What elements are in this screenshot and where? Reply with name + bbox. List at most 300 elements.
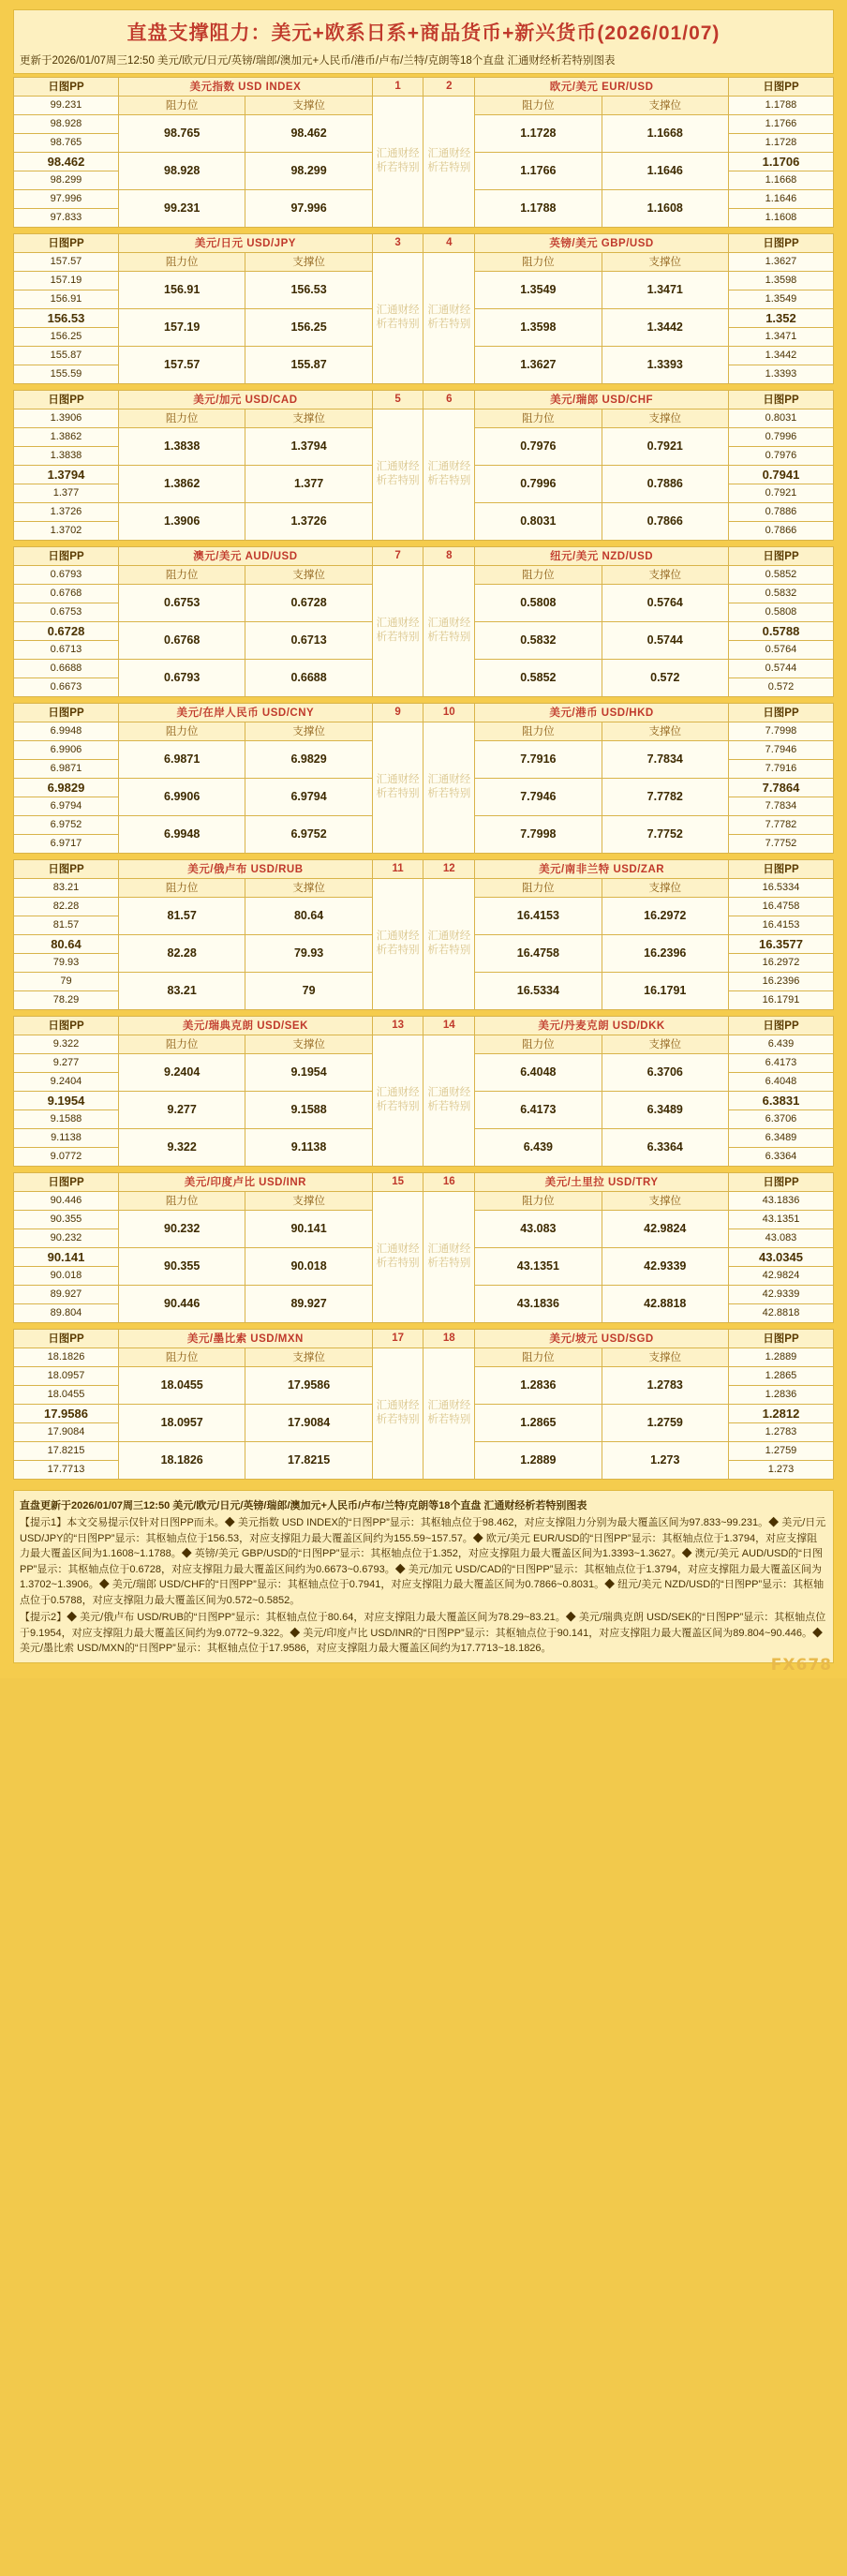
levels-table (13, 1329, 834, 1480)
level-left-3: 17.9586 (14, 1404, 119, 1422)
block-index-left: 5 (372, 390, 424, 409)
level-right-2: 7.7916 (728, 759, 833, 778)
level-right-5: 16.2396 (728, 972, 833, 990)
watermark-left: 汇通财经 析若特别 (372, 409, 424, 540)
support-label-left: 支撑位 (245, 878, 372, 897)
table-header-row (14, 546, 834, 565)
pair-title-right: 美元/坡元 USD/SGD (475, 1329, 729, 1348)
support-value-left-2: 6.9752 (245, 815, 372, 853)
support-value-right-2: 7.7752 (602, 815, 728, 853)
resistance-value-right-2: 1.2889 (475, 1441, 602, 1479)
level-right-1: 0.7996 (728, 427, 833, 446)
level-right-4: 7.7834 (728, 797, 833, 815)
support-label-right: 支撑位 (602, 409, 728, 427)
table-header-row (14, 859, 834, 878)
watermark-right: 汇通财经 析若特别 (424, 878, 475, 1009)
level-right-5: 7.7782 (728, 815, 833, 834)
watermark-right: 汇通财经 析若特别 (424, 409, 475, 540)
table-header-row (14, 77, 834, 96)
resistance-value-right-1: 1.2865 (475, 1404, 602, 1441)
block-index-right: 2 (424, 77, 475, 96)
level-right-6: 0.7866 (728, 521, 833, 540)
support-value-left-2: 89.927 (245, 1285, 372, 1322)
level-right-4: 16.2972 (728, 953, 833, 972)
resistance-value-right-0: 0.7976 (475, 427, 602, 465)
support-value-left-1: 9.1588 (245, 1091, 372, 1128)
level-right-0: 43.1836 (728, 1191, 833, 1210)
table-header-row (14, 703, 834, 722)
pair-block (13, 77, 834, 233)
support-value-left-1: 90.018 (245, 1247, 372, 1285)
resistance-label-right: 阻力位 (475, 1035, 602, 1053)
level-left-1: 82.28 (14, 897, 119, 916)
levels-table (13, 233, 834, 384)
page-subtitle: 更新于2026/01/07周三12:50 美元/欧元/日元/英镑/瑞郎/澳加元+人民币/港币/卢布/兰特/克朗等18个直盘 汇通财经析若特别图表 (14, 52, 833, 73)
support-value-left-2: 9.1138 (245, 1128, 372, 1166)
level-right-3: 43.0345 (728, 1247, 833, 1266)
pair-title-right: 美元/南非兰特 USD/ZAR (475, 859, 729, 878)
resistance-value-left-0: 81.57 (118, 897, 245, 934)
table-subheader-row (14, 96, 834, 114)
level-right-1: 7.7946 (728, 740, 833, 759)
level-left-1: 6.9906 (14, 740, 119, 759)
level-right-2: 0.7976 (728, 446, 833, 465)
level-left-3: 6.9829 (14, 778, 119, 797)
level-right-1: 16.4758 (728, 897, 833, 916)
watermark-right: 汇通财经 析若特别 (424, 1191, 475, 1322)
table-subheader-row (14, 1035, 834, 1053)
level-left-1: 18.0957 (14, 1366, 119, 1385)
support-value-left-2: 97.996 (245, 189, 372, 227)
support-value-left-1: 6.9794 (245, 778, 372, 815)
level-right-4: 0.7921 (728, 484, 833, 502)
level-left-5: 1.3726 (14, 502, 119, 521)
pp-label-right: 日图PP (728, 390, 833, 409)
level-left-1: 98.928 (14, 114, 119, 133)
level-left-1: 9.277 (14, 1053, 119, 1072)
watermark-left: 汇通财经 析若特别 (372, 722, 424, 853)
level-left-3: 9.1954 (14, 1091, 119, 1109)
pair-title-right: 纽元/美元 NZD/USD (475, 546, 729, 565)
table-header-row (14, 390, 834, 409)
support-value-left-0: 98.462 (245, 114, 372, 152)
watermark-right: 汇通财经 析若特别 (424, 96, 475, 227)
level-right-3: 7.7864 (728, 778, 833, 797)
level-right-2: 16.4153 (728, 916, 833, 934)
level-left-2: 1.3838 (14, 446, 119, 465)
block-index-right: 4 (424, 233, 475, 252)
levels-table (13, 859, 834, 1010)
level-left-6: 6.9717 (14, 834, 119, 853)
support-value-left-0: 6.9829 (245, 740, 372, 778)
pair-block (13, 233, 834, 390)
level-left-0: 90.446 (14, 1191, 119, 1210)
resistance-value-right-1: 16.4758 (475, 934, 602, 972)
resistance-label-right: 阻力位 (475, 565, 602, 584)
support-value-left-2: 1.3726 (245, 502, 372, 540)
block-index-right: 18 (424, 1329, 475, 1348)
level-left-4: 98.299 (14, 171, 119, 189)
pair-block (13, 859, 834, 1016)
pair-title-left: 美元/在岸人民币 USD/CNY (118, 703, 372, 722)
level-left-3: 156.53 (14, 308, 119, 327)
support-value-left-0: 9.1954 (245, 1053, 372, 1091)
support-value-right-0: 7.7834 (602, 740, 728, 778)
support-label-left: 支撑位 (245, 1035, 372, 1053)
table-header-row (14, 1172, 834, 1191)
resistance-value-left-1: 6.9906 (118, 778, 245, 815)
support-label-left: 支撑位 (245, 1191, 372, 1210)
pair-title-left: 美元指数 USD INDEX (118, 77, 372, 96)
level-left-4: 0.6713 (14, 640, 119, 659)
resistance-value-left-1: 157.19 (118, 308, 245, 346)
table-subheader-row (14, 409, 834, 427)
support-value-right-0: 16.2972 (602, 897, 728, 934)
resistance-value-left-0: 90.232 (118, 1210, 245, 1247)
pair-title-right: 欧元/美元 EUR/USD (475, 77, 729, 96)
level-right-0: 1.2889 (728, 1348, 833, 1366)
block-index-right: 16 (424, 1172, 475, 1191)
level-right-3: 1.2812 (728, 1404, 833, 1422)
level-right-2: 1.1728 (728, 133, 833, 152)
top-border (13, 0, 834, 9)
level-left-1: 0.6768 (14, 584, 119, 603)
pp-label-left: 日图PP (14, 77, 119, 96)
watermark-right: 汇通财经 析若特别 (424, 565, 475, 696)
level-right-4: 6.3706 (728, 1109, 833, 1128)
support-value-right-1: 0.7886 (602, 465, 728, 502)
pair-title-left: 美元/墨比索 USD/MXN (118, 1329, 372, 1348)
pp-label-right: 日图PP (728, 859, 833, 878)
level-left-2: 81.57 (14, 916, 119, 934)
pair-title-left: 美元/印度卢比 USD/INR (118, 1172, 372, 1191)
resistance-value-right-1: 6.4173 (475, 1091, 602, 1128)
level-right-6: 1.3393 (728, 365, 833, 383)
block-index-left: 9 (372, 703, 424, 722)
levels-table (13, 1172, 834, 1323)
support-label-left: 支撑位 (245, 565, 372, 584)
pair-title-right: 美元/港币 USD/HKD (475, 703, 729, 722)
support-value-right-2: 1.1608 (602, 189, 728, 227)
level-left-4: 79.93 (14, 953, 119, 972)
support-label-left: 支撑位 (245, 722, 372, 740)
resistance-value-left-2: 0.6793 (118, 659, 245, 696)
resistance-value-right-0: 1.1728 (475, 114, 602, 152)
level-right-3: 1.352 (728, 308, 833, 327)
level-left-5: 79 (14, 972, 119, 990)
level-left-4: 156.25 (14, 327, 119, 346)
level-right-0: 0.5852 (728, 565, 833, 584)
level-left-6: 9.0772 (14, 1147, 119, 1166)
pair-title-right: 美元/丹麦克朗 USD/DKK (475, 1016, 729, 1035)
level-right-4: 1.1668 (728, 171, 833, 189)
level-left-2: 156.91 (14, 290, 119, 308)
block-index-left: 3 (372, 233, 424, 252)
pair-title-left: 澳元/美元 AUD/USD (118, 546, 372, 565)
resistance-value-right-0: 43.083 (475, 1210, 602, 1247)
level-left-2: 0.6753 (14, 603, 119, 621)
level-left-0: 157.57 (14, 252, 119, 271)
level-left-5: 0.6688 (14, 659, 119, 678)
support-value-left-2: 17.8215 (245, 1441, 372, 1479)
resistance-value-right-2: 7.7998 (475, 815, 602, 853)
resistance-value-right-1: 1.3598 (475, 308, 602, 346)
support-value-right-1: 1.3442 (602, 308, 728, 346)
resistance-value-right-0: 1.2836 (475, 1366, 602, 1404)
pp-label-left: 日图PP (14, 1329, 119, 1348)
support-value-right-2: 42.8818 (602, 1285, 728, 1322)
level-left-6: 78.29 (14, 990, 119, 1009)
support-value-right-0: 1.1668 (602, 114, 728, 152)
pair-title-right: 美元/瑞郎 USD/CHF (475, 390, 729, 409)
support-value-right-0: 0.7921 (602, 427, 728, 465)
resistance-label-left: 阻力位 (118, 1348, 245, 1366)
support-value-right-1: 6.3489 (602, 1091, 728, 1128)
level-left-6: 0.6673 (14, 678, 119, 696)
support-value-right-1: 16.2396 (602, 934, 728, 972)
level-left-6: 97.833 (14, 208, 119, 227)
level-left-6: 1.3702 (14, 521, 119, 540)
block-index-right: 8 (424, 546, 475, 565)
resistance-value-left-1: 1.3862 (118, 465, 245, 502)
support-value-left-1: 98.299 (245, 152, 372, 189)
level-left-4: 9.1588 (14, 1109, 119, 1128)
pair-block (13, 703, 834, 859)
support-value-left-1: 156.25 (245, 308, 372, 346)
support-label-right: 支撑位 (602, 1348, 728, 1366)
block-index-left: 11 (372, 859, 424, 878)
level-left-0: 1.3906 (14, 409, 119, 427)
resistance-value-left-2: 1.3906 (118, 502, 245, 540)
resistance-label-left: 阻力位 (118, 1191, 245, 1210)
pair-block (13, 390, 834, 546)
block-index-left: 13 (372, 1016, 424, 1035)
support-value-right-0: 0.5764 (602, 584, 728, 621)
footer-block (13, 1490, 834, 1663)
table-subheader-row (14, 252, 834, 271)
levels-table (13, 77, 834, 228)
support-value-left-2: 79 (245, 972, 372, 1009)
resistance-value-right-2: 43.1836 (475, 1285, 602, 1322)
support-value-right-2: 1.3393 (602, 346, 728, 383)
support-value-right-1: 1.1646 (602, 152, 728, 189)
resistance-value-left-0: 9.2404 (118, 1053, 245, 1091)
support-value-left-1: 1.377 (245, 465, 372, 502)
pair-title-right: 英镑/美元 GBP/USD (475, 233, 729, 252)
support-value-left-1: 0.6713 (245, 621, 372, 659)
level-left-6: 89.804 (14, 1303, 119, 1322)
resistance-label-right: 阻力位 (475, 96, 602, 114)
resistance-value-right-1: 0.7996 (475, 465, 602, 502)
support-value-right-0: 1.2783 (602, 1366, 728, 1404)
level-right-1: 43.1351 (728, 1210, 833, 1228)
resistance-value-left-2: 157.57 (118, 346, 245, 383)
support-value-left-2: 0.6688 (245, 659, 372, 696)
resistance-label-right: 阻力位 (475, 409, 602, 427)
table-subheader-row (14, 565, 834, 584)
level-left-1: 1.3862 (14, 427, 119, 446)
level-right-2: 1.3549 (728, 290, 833, 308)
level-right-1: 1.2865 (728, 1366, 833, 1385)
resistance-label-left: 阻力位 (118, 252, 245, 271)
resistance-value-right-0: 1.3549 (475, 271, 602, 308)
resistance-value-right-1: 43.1351 (475, 1247, 602, 1285)
support-value-left-0: 90.141 (245, 1210, 372, 1247)
block-index-left: 17 (372, 1329, 424, 1348)
level-left-4: 1.377 (14, 484, 119, 502)
support-label-right: 支撑位 (602, 878, 728, 897)
table-header-row (14, 1016, 834, 1035)
support-label-left: 支撑位 (245, 252, 372, 271)
watermark-left: 汇通财经 析若特别 (372, 252, 424, 383)
support-label-right: 支撑位 (602, 1035, 728, 1053)
level-right-5: 42.9339 (728, 1285, 833, 1303)
level-right-3: 6.3831 (728, 1091, 833, 1109)
level-left-0: 9.322 (14, 1035, 119, 1053)
support-value-right-1: 7.7782 (602, 778, 728, 815)
resistance-value-left-2: 18.1826 (118, 1441, 245, 1479)
support-value-left-0: 156.53 (245, 271, 372, 308)
table-header-row (14, 1329, 834, 1348)
pp-label-left: 日图PP (14, 233, 119, 252)
pair-title-left: 美元/瑞典克朗 USD/SEK (118, 1016, 372, 1035)
level-right-3: 1.1706 (728, 152, 833, 171)
block-index-right: 6 (424, 390, 475, 409)
pair-title-right: 美元/土里拉 USD/TRY (475, 1172, 729, 1191)
level-right-5: 1.1646 (728, 189, 833, 208)
level-right-2: 6.4048 (728, 1072, 833, 1091)
support-label-left: 支撑位 (245, 409, 372, 427)
bottom-border (13, 1663, 834, 1678)
watermark-left: 汇通财经 析若特别 (372, 878, 424, 1009)
pair-title-left: 美元/加元 USD/CAD (118, 390, 372, 409)
support-label-right: 支撑位 (602, 565, 728, 584)
levels-table (13, 1016, 834, 1167)
block-index-right: 12 (424, 859, 475, 878)
block-index-left: 15 (372, 1172, 424, 1191)
watermark-right: 汇通财经 析若特别 (424, 722, 475, 853)
levels-table (13, 546, 834, 697)
level-right-1: 1.1766 (728, 114, 833, 133)
pp-label-right: 日图PP (728, 1172, 833, 1191)
watermark-left: 汇通财经 析若特别 (372, 1191, 424, 1322)
resistance-value-right-2: 1.3627 (475, 346, 602, 383)
pp-label-right: 日图PP (728, 77, 833, 96)
level-right-6: 16.1791 (728, 990, 833, 1009)
watermark-left: 汇通财经 析若特别 (372, 1035, 424, 1166)
resistance-label-right: 阻力位 (475, 878, 602, 897)
support-value-right-0: 6.3706 (602, 1053, 728, 1091)
table-subheader-row (14, 878, 834, 897)
resistance-value-left-1: 90.355 (118, 1247, 245, 1285)
resistance-value-left-1: 0.6768 (118, 621, 245, 659)
support-value-right-0: 1.3471 (602, 271, 728, 308)
resistance-label-right: 阻力位 (475, 1348, 602, 1366)
level-right-0: 7.7998 (728, 722, 833, 740)
pp-label-right: 日图PP (728, 233, 833, 252)
support-label-right: 支撑位 (602, 1191, 728, 1210)
level-right-3: 16.3577 (728, 934, 833, 953)
resistance-value-left-2: 83.21 (118, 972, 245, 1009)
level-left-2: 98.765 (14, 133, 119, 152)
level-right-0: 16.5334 (728, 878, 833, 897)
level-right-5: 0.7886 (728, 502, 833, 521)
level-right-0: 1.3627 (728, 252, 833, 271)
level-left-5: 89.927 (14, 1285, 119, 1303)
level-left-5: 6.9752 (14, 815, 119, 834)
level-left-5: 97.996 (14, 189, 119, 208)
footer-note-2: 【提示2】◆ 美元/俄卢布 USD/RUB的“日图PP”显示：其枢轴点位于80.64，对应支撑阻力最大覆盖区间为78.29~83.21。◆ 美元/瑞典克朗 USD/SEK的“日图PP”显示：其枢轴点位于9.1954，对应支撑阻力最大覆盖区间约为9.0772~9.322。◆ 美元/印度卢比 USD/INR的“日图PP”显示：其枢轴点位于90.141，对应支撑阻力最大覆盖区间为89.804~90.446。◆ 美元/墨比索 USD/MXN的“日图PP”显示：其枢轴点位于17.9586，对应支撑阻力最大覆盖区间约为17.7713~18.1826。 (20, 1612, 826, 1655)
support-label-right: 支撑位 (602, 96, 728, 114)
level-right-4: 42.9824 (728, 1266, 833, 1285)
resistance-value-left-0: 98.765 (118, 114, 245, 152)
resistance-value-right-2: 0.8031 (475, 502, 602, 540)
support-value-left-0: 80.64 (245, 897, 372, 934)
resistance-label-left: 阻力位 (118, 565, 245, 584)
level-right-2: 0.5808 (728, 603, 833, 621)
level-left-0: 18.1826 (14, 1348, 119, 1366)
resistance-value-left-0: 18.0455 (118, 1366, 245, 1404)
resistance-value-left-1: 18.0957 (118, 1404, 245, 1441)
support-value-left-1: 79.93 (245, 934, 372, 972)
level-left-3: 98.462 (14, 152, 119, 171)
table-subheader-row (14, 1191, 834, 1210)
support-value-right-2: 16.1791 (602, 972, 728, 1009)
pair-block (13, 546, 834, 703)
pair-block (13, 1016, 834, 1172)
level-left-3: 80.64 (14, 934, 119, 953)
support-label-right: 支撑位 (602, 252, 728, 271)
level-left-0: 99.231 (14, 96, 119, 114)
level-left-0: 0.6793 (14, 565, 119, 584)
level-right-6: 1.273 (728, 1460, 833, 1479)
level-left-2: 9.2404 (14, 1072, 119, 1091)
resistance-value-left-2: 90.446 (118, 1285, 245, 1322)
resistance-value-left-0: 0.6753 (118, 584, 245, 621)
support-label-left: 支撑位 (245, 96, 372, 114)
support-value-left-1: 17.9084 (245, 1404, 372, 1441)
level-right-5: 6.3489 (728, 1128, 833, 1147)
pp-label-left: 日图PP (14, 703, 119, 722)
resistance-value-left-0: 156.91 (118, 271, 245, 308)
level-left-1: 157.19 (14, 271, 119, 290)
pp-label-right: 日图PP (728, 1016, 833, 1035)
watermark-left: 汇通财经 析若特别 (372, 96, 424, 227)
level-right-3: 0.7941 (728, 465, 833, 484)
level-right-2: 1.2836 (728, 1385, 833, 1404)
resistance-value-right-1: 0.5832 (475, 621, 602, 659)
level-right-3: 0.5788 (728, 621, 833, 640)
resistance-value-left-0: 1.3838 (118, 427, 245, 465)
page-title: 直盘支撑阻力：美元+欧系日系+商品货币+新兴货币(2026/01/07) (14, 10, 833, 52)
level-left-5: 17.8215 (14, 1441, 119, 1460)
level-left-6: 17.7713 (14, 1460, 119, 1479)
pp-label-right: 日图PP (728, 703, 833, 722)
pp-label-left: 日图PP (14, 1016, 119, 1035)
support-value-right-1: 1.2759 (602, 1404, 728, 1441)
support-value-right-1: 0.5744 (602, 621, 728, 659)
block-separator (13, 1480, 834, 1485)
block-index-right: 10 (424, 703, 475, 722)
watermark-left: 汇通财经 析若特别 (372, 1348, 424, 1479)
level-right-4: 1.2783 (728, 1422, 833, 1441)
support-value-right-2: 0.572 (602, 659, 728, 696)
pair-title-left: 美元/日元 USD/JPY (118, 233, 372, 252)
pair-block (13, 1172, 834, 1329)
level-right-6: 0.572 (728, 678, 833, 696)
block-index-left: 7 (372, 546, 424, 565)
table-subheader-row (14, 722, 834, 740)
